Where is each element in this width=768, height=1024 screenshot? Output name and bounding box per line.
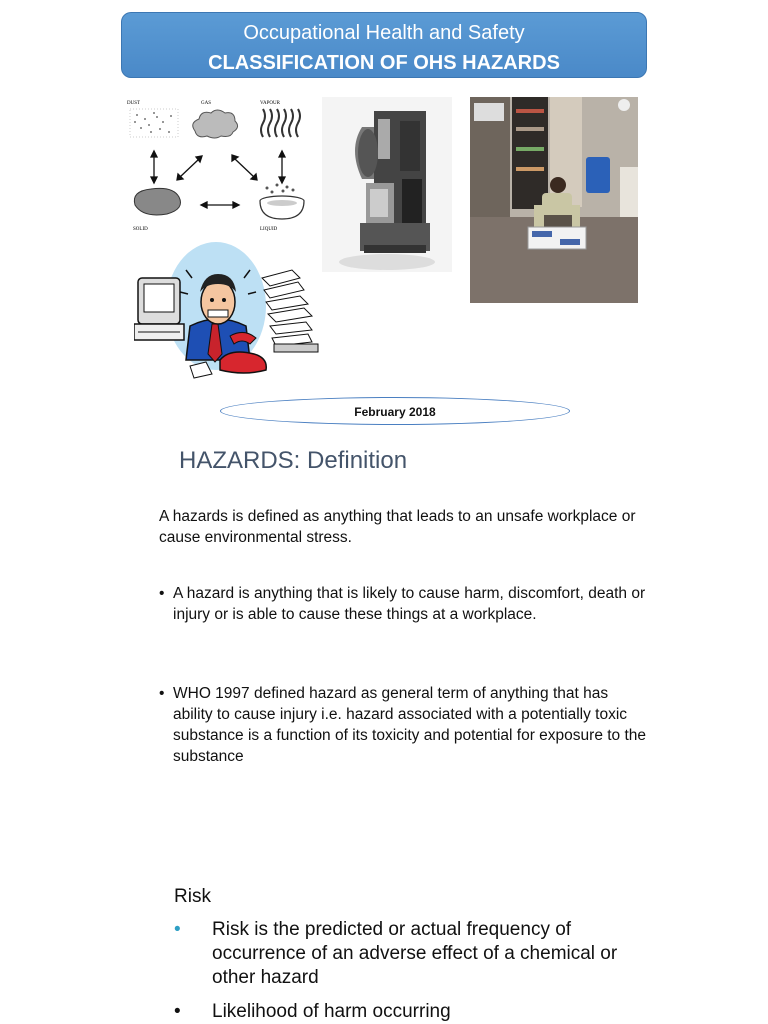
bullet-text: WHO 1997 defined hazard as general term of anything that has ability to cause injury i.e. hazard associated with a potentially toxic substance is a function of its toxicity and potential for exposure to the substance [173,685,647,765]
risk-title: Risk [174,886,211,907]
solid-label: SOLID [133,227,148,232]
stressed-worker-cartoon [134,238,324,383]
dust-icon [130,109,178,137]
title-banner [121,12,647,78]
title-line-1: Occupational Health and Safety [243,22,525,44]
risk-bullet-text: Risk is the predicted or actual frequency of occurrence of an adverse effect of a chemical or other hazard [212,919,618,988]
liquid-label: LIQUID [260,227,278,232]
computer-icon [134,278,184,340]
risk-bullet [174,1000,654,1024]
liquid-bowl-icon [260,184,304,220]
date-label: February 2018 [220,397,570,425]
title-line-2: CLASSIFICATION OF OHS HAZARDS [208,52,560,74]
hazard-bullet [159,683,649,767]
risk-bullet-text: Likelihood of harm occurring [212,1001,451,1022]
vapour-label: VAPOUR [260,101,280,106]
hazard-intro-text: A hazards is defined as anything that leads to an unsafe workplace or cause environmental stress. [159,508,636,546]
dust-label: DUST [127,101,141,106]
states-of-matter-diagram [127,97,307,232]
bullet-text: A hazard is anything that is likely to cause harm, discomfort, death or injury or is able to cause these things at a workplace. [173,585,646,623]
hazard-bullet [159,583,649,625]
bullet-mark: • [159,585,165,602]
solid-rock-icon [134,188,180,215]
vapour-icon [261,109,300,137]
risk-bullet [174,918,654,990]
gas-label: GAS [201,101,212,106]
bullet-mark: • [174,1001,181,1022]
bullet-mark: • [174,919,181,940]
gas-cloud-icon [193,110,238,138]
bullet-mark: • [159,685,165,702]
machinery-image [322,97,452,272]
paper-stack-icon [262,270,318,352]
section-heading: HAZARDS: Definition [179,447,408,474]
worker-lifting-photo [470,97,638,303]
